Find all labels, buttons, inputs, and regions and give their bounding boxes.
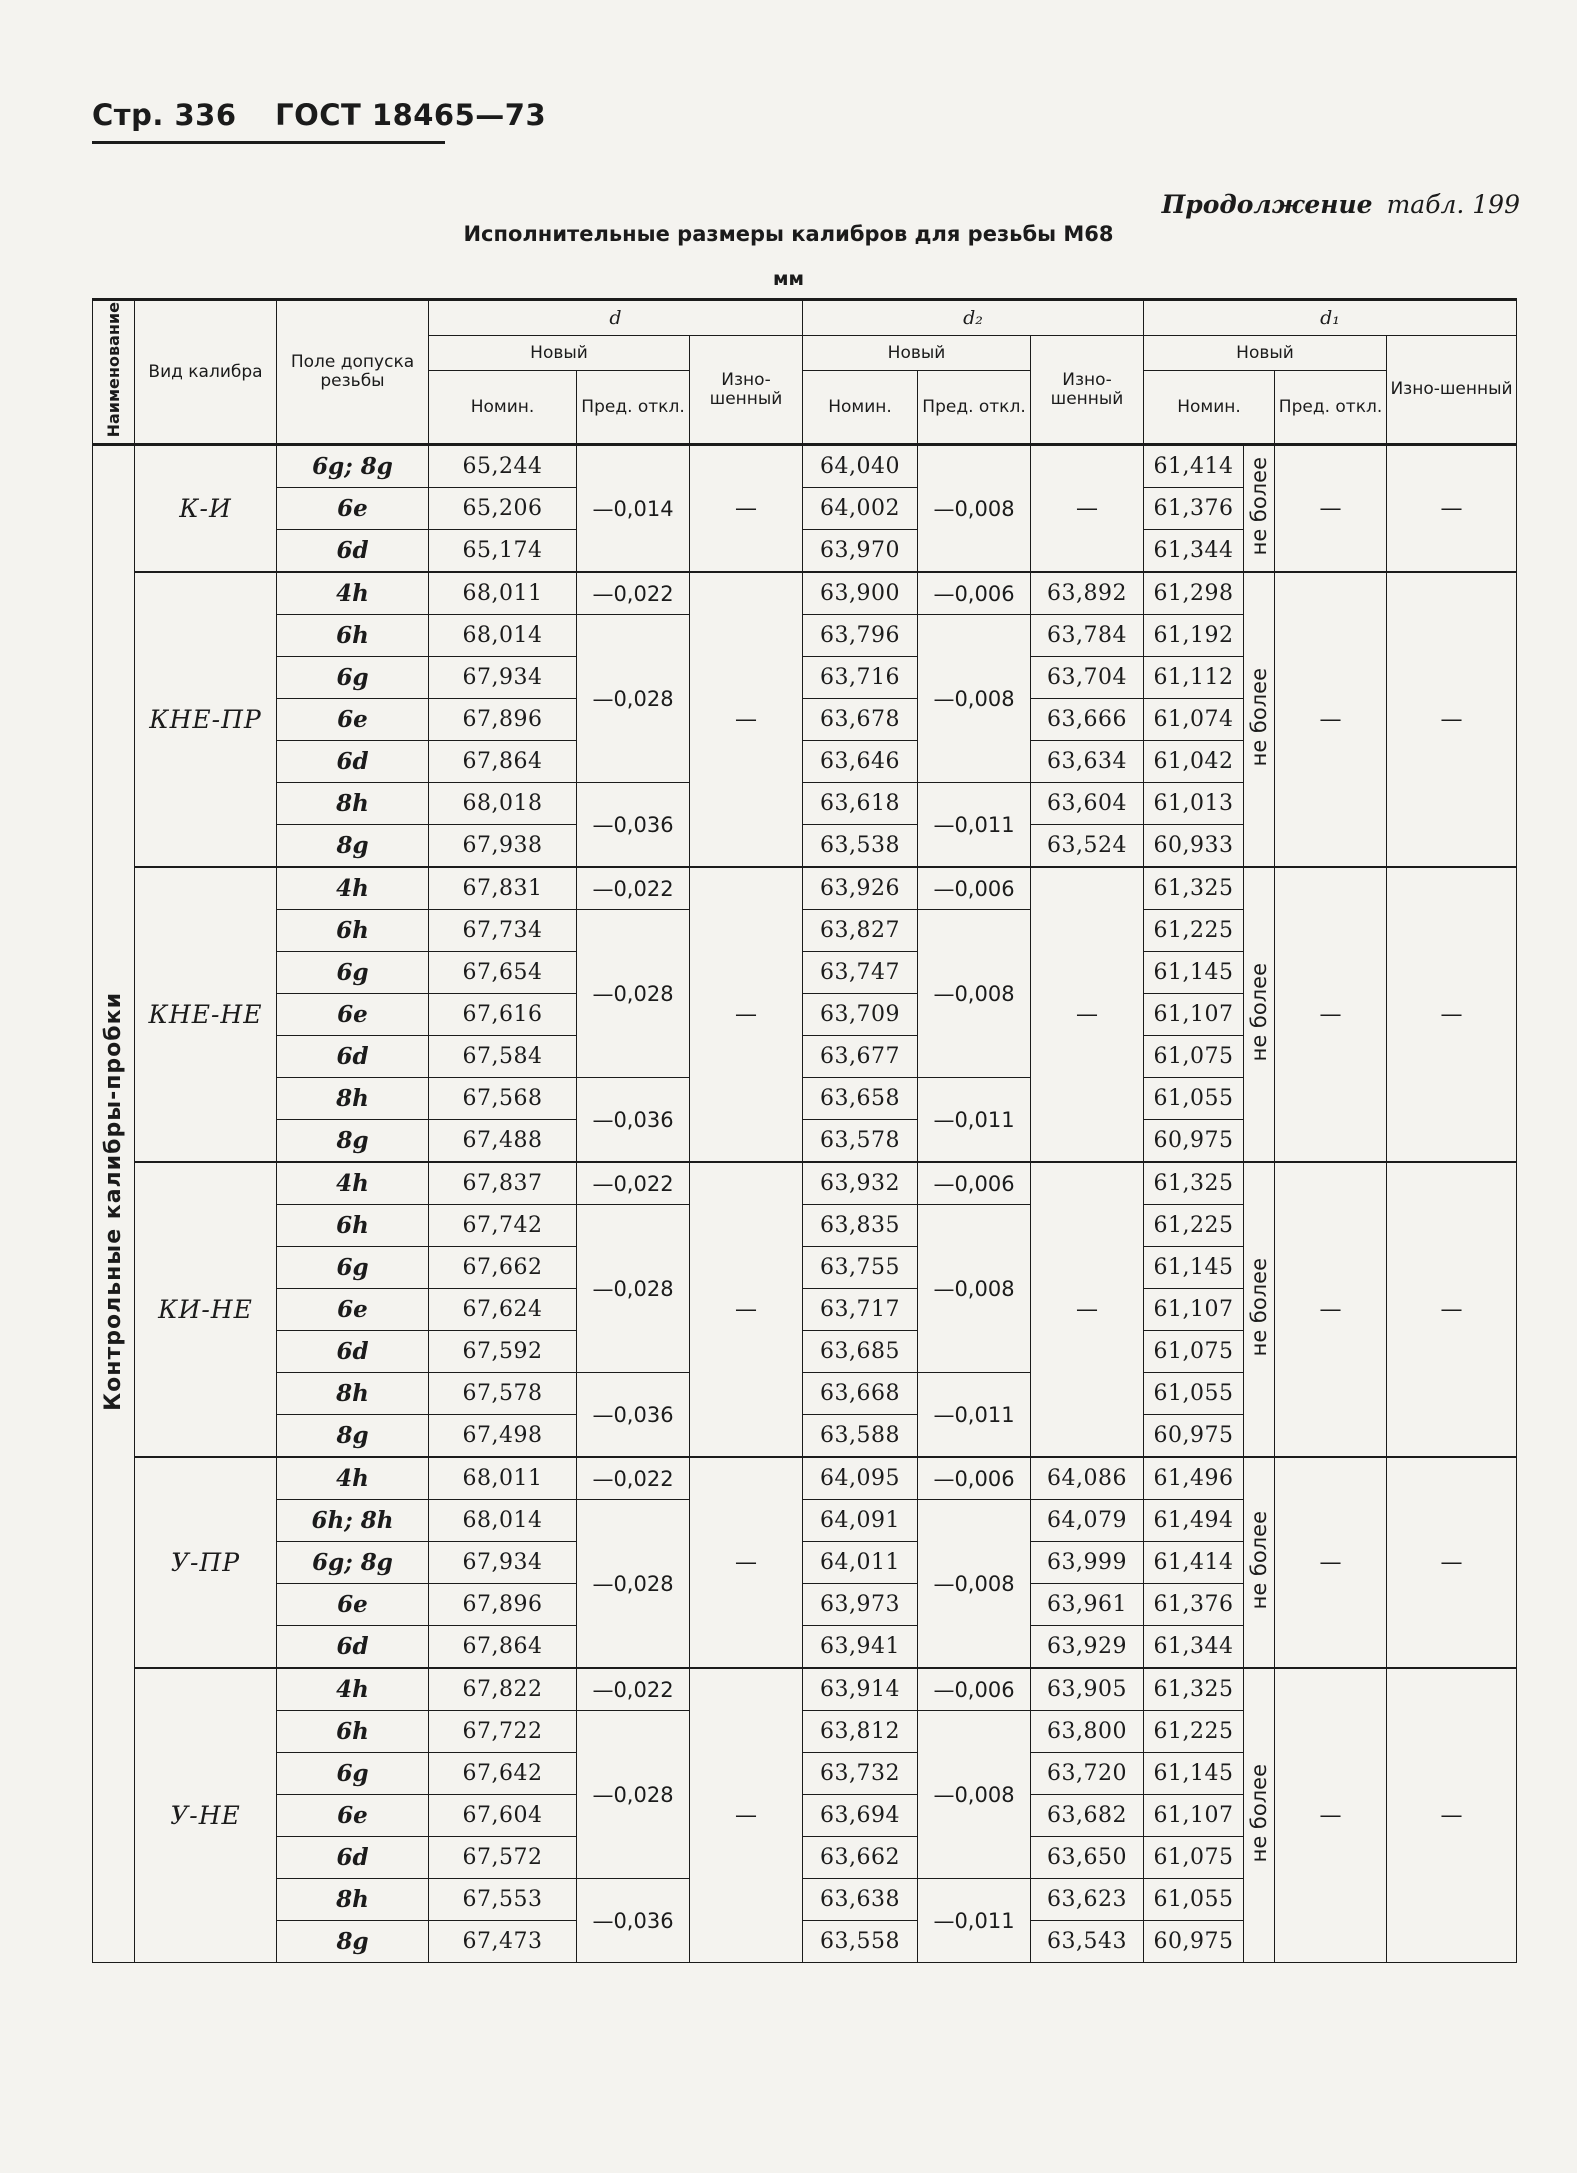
d1-nominal: 61,494 — [1144, 1500, 1244, 1542]
d2-nominal: 63,668 — [803, 1373, 918, 1415]
d2-nominal: 63,732 — [803, 1753, 918, 1795]
d2-worn: 63,682 — [1031, 1795, 1144, 1837]
d-nominal: 67,654 — [429, 952, 577, 994]
header-pole-dopuska: Поле допуска резьбы — [277, 300, 429, 445]
d2-nominal: 63,588 — [803, 1415, 918, 1458]
d-nominal: 68,011 — [429, 572, 577, 615]
d1-nominal: 61,145 — [1144, 1247, 1244, 1289]
header-d: d — [429, 300, 803, 336]
tolerance-field: 6d — [277, 1331, 429, 1373]
d2-nominal: 63,914 — [803, 1668, 918, 1711]
tolerance-field: 8g — [277, 1415, 429, 1458]
d1-nominal: 61,042 — [1144, 741, 1244, 783]
header-d1: d₁ — [1144, 300, 1517, 336]
d-deviation: —0,022 — [577, 867, 690, 910]
not-more-than-label: не более — [1244, 1668, 1275, 1963]
d2-deviation: —0,006 — [918, 867, 1031, 910]
d1-worn: — — [1387, 1457, 1517, 1668]
d-deviation: —0,028 — [577, 1711, 690, 1879]
d1-nominal: 61,344 — [1144, 1626, 1244, 1669]
d2-worn: — — [1031, 867, 1144, 1162]
tolerance-field: 4h — [277, 1457, 429, 1500]
tolerance-field: 6g — [277, 657, 429, 699]
gauge-kind: КНЕ-НЕ — [135, 867, 277, 1162]
d2-worn: 63,999 — [1031, 1542, 1144, 1584]
continuation-table-ref: табл. 199 — [1386, 190, 1520, 219]
d2-nominal: 63,747 — [803, 952, 918, 994]
table-row — [93, 867, 1517, 910]
d2-worn: — — [1031, 1162, 1144, 1457]
d-worn: — — [690, 572, 803, 867]
d2-nominal: 63,900 — [803, 572, 918, 615]
table-row — [93, 1457, 1517, 1500]
d1-nominal: 61,376 — [1144, 1584, 1244, 1626]
not-more-than-label: не более — [1244, 445, 1275, 573]
d1-nominal: 61,145 — [1144, 952, 1244, 994]
d1-worn: — — [1387, 867, 1517, 1162]
d-nominal: 67,722 — [429, 1711, 577, 1753]
tolerance-field: 6h — [277, 1205, 429, 1247]
table-row — [93, 1162, 1517, 1205]
d2-worn: 63,650 — [1031, 1837, 1144, 1879]
d-nominal: 67,742 — [429, 1205, 577, 1247]
tolerance-field: 4h — [277, 1668, 429, 1711]
d2-nominal: 64,002 — [803, 488, 918, 530]
d2-deviation: —0,011 — [918, 783, 1031, 868]
not-more-than-label: не более — [1244, 867, 1275, 1162]
d1-nominal: 61,376 — [1144, 488, 1244, 530]
d2-nominal: 63,578 — [803, 1120, 918, 1163]
d-nominal: 67,662 — [429, 1247, 577, 1289]
tolerance-field: 6d — [277, 1837, 429, 1879]
d-deviation: —0,036 — [577, 1078, 690, 1163]
d2-deviation: —0,006 — [918, 572, 1031, 615]
header-d2-pred-otkl: Пред. откл. — [918, 371, 1031, 445]
d2-nominal: 63,558 — [803, 1921, 918, 1963]
d1-nominal: 61,075 — [1144, 1036, 1244, 1078]
d1-nominal: 61,055 — [1144, 1373, 1244, 1415]
d2-deviation: —0,011 — [918, 1078, 1031, 1163]
d-worn: — — [690, 1668, 803, 1963]
tolerance-field: 4h — [277, 572, 429, 615]
tolerance-field: 8h — [277, 1078, 429, 1120]
d2-worn: 63,704 — [1031, 657, 1144, 699]
d1-deviation: — — [1275, 572, 1387, 867]
d-deviation: —0,014 — [577, 445, 690, 573]
d2-worn: 63,634 — [1031, 741, 1144, 783]
d-deviation: —0,028 — [577, 1205, 690, 1373]
header-d1-nomin: Номин. — [1144, 371, 1275, 445]
d1-deviation: — — [1275, 1162, 1387, 1457]
d-nominal: 67,938 — [429, 825, 577, 868]
tolerance-field: 8h — [277, 1373, 429, 1415]
tolerance-field: 6d — [277, 741, 429, 783]
d2-nominal: 63,827 — [803, 910, 918, 952]
continuation-label: Продолжение — [1161, 190, 1373, 219]
d1-nominal: 60,933 — [1144, 825, 1244, 868]
tolerance-field: 6e — [277, 994, 429, 1036]
d1-nominal: 60,975 — [1144, 1415, 1244, 1458]
d1-nominal: 60,975 — [1144, 1921, 1244, 1963]
d1-deviation: — — [1275, 1457, 1387, 1668]
header-d2-iznoshennyi: Изно-шенный — [1031, 336, 1144, 445]
d2-worn: 63,800 — [1031, 1711, 1144, 1753]
d1-nominal: 61,225 — [1144, 1205, 1244, 1247]
d1-worn: — — [1387, 445, 1517, 573]
tolerance-field: 8g — [277, 1120, 429, 1163]
d-deviation: —0,028 — [577, 615, 690, 783]
d-nominal: 67,572 — [429, 1837, 577, 1879]
header-vid-kalibra: Вид калибра — [135, 300, 277, 445]
d-nominal: 67,568 — [429, 1078, 577, 1120]
tolerance-field: 8h — [277, 783, 429, 825]
d1-nominal: 61,325 — [1144, 867, 1244, 910]
d2-deviation: —0,006 — [918, 1162, 1031, 1205]
d1-nominal: 61,074 — [1144, 699, 1244, 741]
d2-nominal: 63,694 — [803, 1795, 918, 1837]
tolerance-field: 6d — [277, 1626, 429, 1669]
d-nominal: 68,014 — [429, 615, 577, 657]
d-nominal: 68,011 — [429, 1457, 577, 1500]
table-body — [93, 445, 1517, 1963]
header-d-iznoshennyi: Изно-шенный — [690, 336, 803, 445]
d1-nominal: 61,055 — [1144, 1078, 1244, 1120]
table-units: мм — [772, 268, 805, 290]
d2-nominal: 64,091 — [803, 1500, 918, 1542]
tolerance-field: 6e — [277, 488, 429, 530]
table-row — [93, 572, 1517, 615]
d-nominal: 65,244 — [429, 445, 577, 488]
d-worn: — — [690, 1162, 803, 1457]
d1-nominal: 61,325 — [1144, 1162, 1244, 1205]
tolerance-field: 6h — [277, 615, 429, 657]
d-nominal: 67,837 — [429, 1162, 577, 1205]
d2-nominal: 63,755 — [803, 1247, 918, 1289]
d-nominal: 67,624 — [429, 1289, 577, 1331]
gauge-table-container — [92, 298, 1516, 1963]
d2-nominal: 63,973 — [803, 1584, 918, 1626]
d-worn: — — [690, 1457, 803, 1668]
continuation-note — [1162, 190, 1520, 219]
d2-deviation: —0,008 — [918, 445, 1031, 573]
d2-nominal: 63,835 — [803, 1205, 918, 1247]
tolerance-field: 6g — [277, 1247, 429, 1289]
d-deviation: —0,022 — [577, 1162, 690, 1205]
d1-nominal: 61,298 — [1144, 572, 1244, 615]
d-deviation: —0,028 — [577, 1500, 690, 1669]
d1-worn: — — [1387, 572, 1517, 867]
d2-nominal: 64,040 — [803, 445, 918, 488]
header-d-novyi: Новый — [429, 336, 690, 371]
page-header — [92, 98, 546, 132]
d-nominal: 67,553 — [429, 1879, 577, 1921]
tolerance-field: 6h; 8h — [277, 1500, 429, 1542]
tolerance-field: 6e — [277, 699, 429, 741]
header-d1-pred-otkl: Пред. откл. — [1275, 371, 1387, 445]
d1-nominal: 61,107 — [1144, 1795, 1244, 1837]
d-nominal: 67,498 — [429, 1415, 577, 1458]
tolerance-field: 6e — [277, 1795, 429, 1837]
d2-nominal: 63,646 — [803, 741, 918, 783]
d2-worn: 63,720 — [1031, 1753, 1144, 1795]
d1-nominal: 61,225 — [1144, 1711, 1244, 1753]
d-nominal: 67,864 — [429, 1626, 577, 1669]
d2-nominal: 63,662 — [803, 1837, 918, 1879]
table-title: Исполнительные размеры калибров для резьбы М68 — [463, 222, 1114, 246]
d-deviation: —0,022 — [577, 1457, 690, 1500]
d1-nominal: 61,344 — [1144, 530, 1244, 573]
d2-worn: 63,961 — [1031, 1584, 1144, 1626]
header-d2-nomin: Номин. — [803, 371, 918, 445]
header-d-pred-otkl: Пред. откл. — [577, 371, 690, 445]
tolerance-field: 6e — [277, 1289, 429, 1331]
d1-nominal: 61,055 — [1144, 1879, 1244, 1921]
table-row — [93, 445, 1517, 488]
d1-nominal: 61,112 — [1144, 657, 1244, 699]
d1-nominal: 61,107 — [1144, 1289, 1244, 1331]
d2-nominal: 63,796 — [803, 615, 918, 657]
d2-nominal: 63,941 — [803, 1626, 918, 1669]
tolerance-field: 6d — [277, 1036, 429, 1078]
d2-deviation: —0,008 — [918, 1711, 1031, 1879]
d1-nominal: 61,107 — [1144, 994, 1244, 1036]
d1-nominal: 61,225 — [1144, 910, 1244, 952]
d2-worn: 63,784 — [1031, 615, 1144, 657]
d2-deviation: —0,011 — [918, 1879, 1031, 1963]
d-nominal: 67,934 — [429, 657, 577, 699]
d1-nominal: 61,145 — [1144, 1753, 1244, 1795]
gauge-dimensions-table — [92, 298, 1517, 1963]
tolerance-field: 6g; 8g — [277, 1542, 429, 1584]
d-nominal: 67,642 — [429, 1753, 577, 1795]
d2-worn: 63,623 — [1031, 1879, 1144, 1921]
d2-nominal: 63,538 — [803, 825, 918, 868]
tolerance-field: 6g — [277, 952, 429, 994]
d2-nominal: 63,717 — [803, 1289, 918, 1331]
gauge-kind: К-И — [135, 445, 277, 573]
header-d1-iznoshennyi: Изно-шенный — [1387, 336, 1517, 445]
d2-nominal: 64,095 — [803, 1457, 918, 1500]
d1-deviation: — — [1275, 867, 1387, 1162]
tolerance-field: 4h — [277, 867, 429, 910]
gauge-kind: У-НЕ — [135, 1668, 277, 1963]
table-row — [93, 1668, 1517, 1711]
d-deviation: —0,028 — [577, 910, 690, 1078]
d-nominal: 65,206 — [429, 488, 577, 530]
d-deviation: —0,036 — [577, 783, 690, 868]
d2-worn: 63,543 — [1031, 1921, 1144, 1963]
d-nominal: 67,592 — [429, 1331, 577, 1373]
d-nominal: 65,174 — [429, 530, 577, 573]
d-nominal: 67,822 — [429, 1668, 577, 1711]
d2-worn: 64,079 — [1031, 1500, 1144, 1542]
tolerance-field: 6g — [277, 1753, 429, 1795]
page-number: Стр. 336 — [92, 98, 237, 132]
standard-number: ГОСТ 18465—73 — [275, 98, 547, 132]
d-deviation: —0,022 — [577, 572, 690, 615]
d-nominal: 67,584 — [429, 1036, 577, 1078]
d-nominal: 67,934 — [429, 1542, 577, 1584]
d-nominal: 67,896 — [429, 1584, 577, 1626]
d2-worn: 63,604 — [1031, 783, 1144, 825]
d2-nominal: 63,618 — [803, 783, 918, 825]
d-deviation: —0,036 — [577, 1879, 690, 1963]
d2-nominal: 64,011 — [803, 1542, 918, 1584]
d2-deviation: —0,008 — [918, 1205, 1031, 1373]
d1-worn: — — [1387, 1668, 1517, 1963]
tolerance-field: 6h — [277, 1711, 429, 1753]
not-more-than-label: не более — [1244, 1457, 1275, 1668]
d-nominal: 67,616 — [429, 994, 577, 1036]
d1-nominal: 61,496 — [1144, 1457, 1244, 1500]
tolerance-field: 6d — [277, 530, 429, 573]
d2-worn: 63,929 — [1031, 1626, 1144, 1669]
d2-nominal: 63,716 — [803, 657, 918, 699]
d-nominal: 67,896 — [429, 699, 577, 741]
d2-worn: — — [1031, 445, 1144, 573]
d2-deviation: —0,006 — [918, 1668, 1031, 1711]
d1-deviation: — — [1275, 1668, 1387, 1963]
d1-deviation: — — [1275, 445, 1387, 573]
d1-nominal: 61,414 — [1144, 445, 1244, 488]
d2-nominal: 63,932 — [803, 1162, 918, 1205]
d2-nominal: 63,638 — [803, 1879, 918, 1921]
d2-nominal: 63,677 — [803, 1036, 918, 1078]
d-nominal: 68,018 — [429, 783, 577, 825]
d-nominal: 67,488 — [429, 1120, 577, 1163]
d2-deviation: —0,006 — [918, 1457, 1031, 1500]
not-more-than-label: не более — [1244, 1162, 1275, 1457]
d2-worn: 63,666 — [1031, 699, 1144, 741]
header-d-nomin: Номин. — [429, 371, 577, 445]
d2-nominal: 63,926 — [803, 867, 918, 910]
d2-nominal: 63,709 — [803, 994, 918, 1036]
d2-nominal: 63,970 — [803, 530, 918, 573]
gauge-kind: КИ-НЕ — [135, 1162, 277, 1457]
tolerance-field: 8g — [277, 1921, 429, 1963]
d1-worn: — — [1387, 1162, 1517, 1457]
d-worn: — — [690, 445, 803, 573]
d2-deviation: —0,008 — [918, 1500, 1031, 1669]
d2-deviation: —0,011 — [918, 1373, 1031, 1458]
d-worn: — — [690, 867, 803, 1162]
d2-worn: 63,524 — [1031, 825, 1144, 868]
tolerance-field: 6h — [277, 910, 429, 952]
d-nominal: 67,473 — [429, 1921, 577, 1963]
d2-nominal: 63,812 — [803, 1711, 918, 1753]
d1-nominal: 61,075 — [1144, 1331, 1244, 1373]
tolerance-field: 6g; 8g — [277, 445, 429, 488]
header-rule — [92, 141, 445, 144]
tolerance-field: 8g — [277, 825, 429, 868]
category-label: Контрольные калибры-пробки — [93, 445, 135, 1963]
d1-nominal: 61,192 — [1144, 615, 1244, 657]
tolerance-field: 4h — [277, 1162, 429, 1205]
d-deviation: —0,036 — [577, 1373, 690, 1458]
header-d2: d₂ — [803, 300, 1144, 336]
d-nominal: 67,831 — [429, 867, 577, 910]
d-nominal: 67,604 — [429, 1795, 577, 1837]
d-nominal: 67,864 — [429, 741, 577, 783]
d2-worn: 64,086 — [1031, 1457, 1144, 1500]
not-more-than-label: не более — [1244, 572, 1275, 867]
d-deviation: —0,022 — [577, 1668, 690, 1711]
header-d1-novyi: Новый — [1144, 336, 1387, 371]
header-naimenovanie: Наименование — [93, 300, 135, 445]
d-nominal: 67,734 — [429, 910, 577, 952]
table-header — [93, 300, 1517, 445]
header-d2-novyi: Новый — [803, 336, 1031, 371]
gauge-kind: У-ПР — [135, 1457, 277, 1668]
d2-nominal: 63,658 — [803, 1078, 918, 1120]
tolerance-field: 6e — [277, 1584, 429, 1626]
d1-nominal: 61,013 — [1144, 783, 1244, 825]
d2-nominal: 63,678 — [803, 699, 918, 741]
d2-deviation: —0,008 — [918, 615, 1031, 783]
d1-nominal: 61,414 — [1144, 1542, 1244, 1584]
d1-nominal: 61,075 — [1144, 1837, 1244, 1879]
d-nominal: 68,014 — [429, 1500, 577, 1542]
d1-nominal: 61,325 — [1144, 1668, 1244, 1711]
d2-worn: 63,892 — [1031, 572, 1144, 615]
d1-nominal: 60,975 — [1144, 1120, 1244, 1163]
tolerance-field: 8h — [277, 1879, 429, 1921]
gauge-kind: КНЕ-ПР — [135, 572, 277, 867]
d2-nominal: 63,685 — [803, 1331, 918, 1373]
d2-worn: 63,905 — [1031, 1668, 1144, 1711]
d-nominal: 67,578 — [429, 1373, 577, 1415]
d2-deviation: —0,008 — [918, 910, 1031, 1078]
